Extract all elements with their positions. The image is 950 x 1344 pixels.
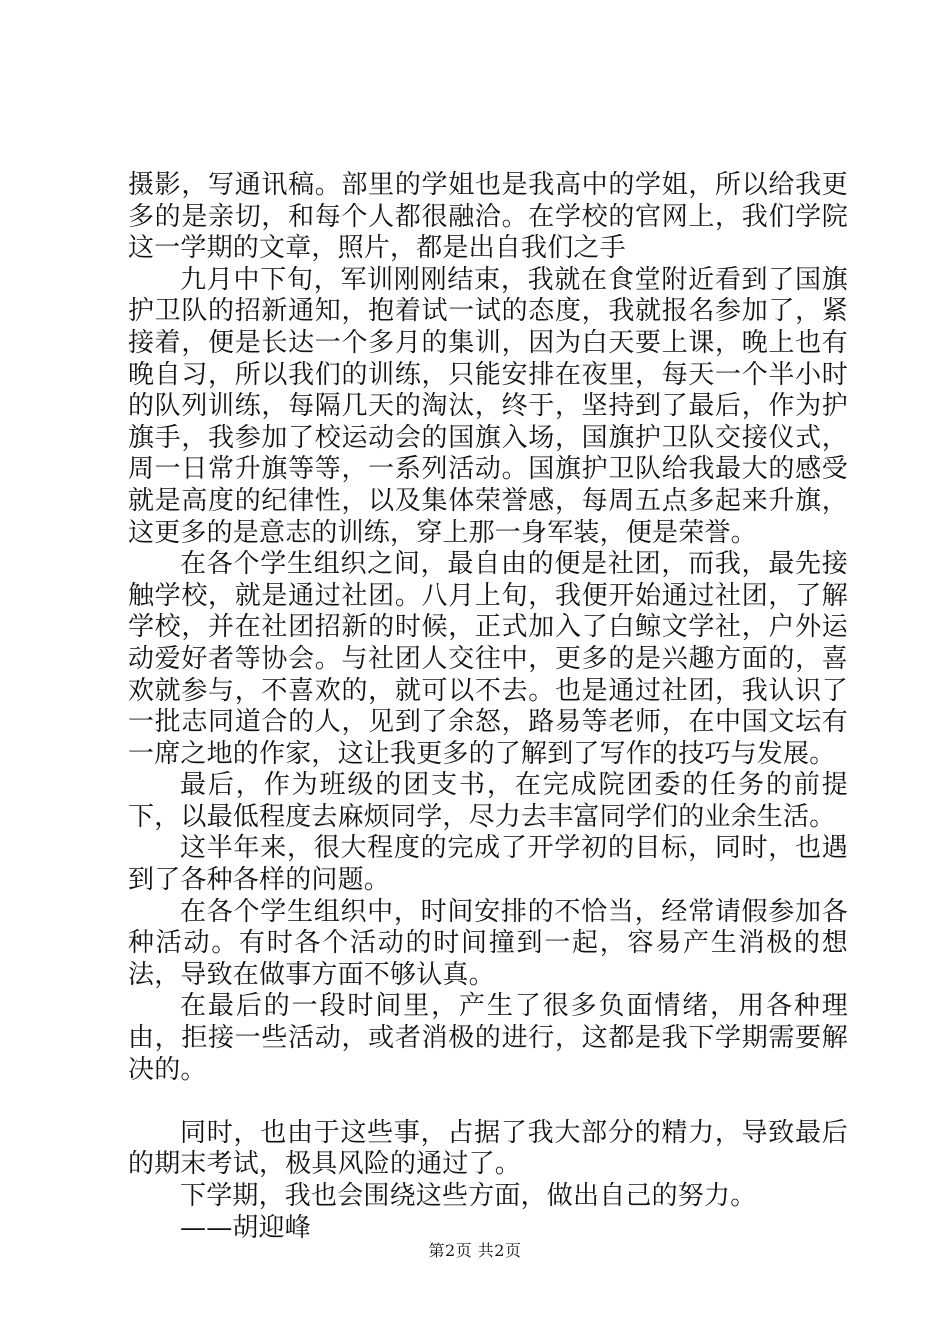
page-indicator: 第2页 共2页 [428, 1241, 522, 1260]
document-body [128, 170, 848, 1244]
paragraph-clubs: 在各个学生组织之间，最自由的便是社团，而我，最先接触学校，就是通过社团。八月上旬，我便开始通过社团，了解学校，并在社团招新的时候，正式加入了白鲸文学社，户外运动爱好者等协会。与社团人交往中，更多的是兴趣方面的，喜欢就参与，不喜欢的，就可以不去。也是通过社团，我认识了一批志同道合的人，见到了余怒，路易等老师，在中国文坛有一席之地的作家，这让我更多的了解到了写作的技巧与发展。 [128, 549, 848, 769]
page-footer [0, 1241, 950, 1261]
paragraph-final-exam: 同时，也由于这些事，占据了我大部分的精力，导致最后的期末考试，极具风险的通过了。 [128, 1117, 848, 1180]
paragraph-half-year-summary: 这半年来，很大程度的完成了开学初的目标，同时，也遇到了各种各样的问题。 [128, 833, 848, 896]
paragraph-continuation: 摄影，写通讯稿。部里的学姐也是我高中的学姐，所以给我更多的是亲切，和每个人都很融洽。在学校的官网上，我们学院这一学期的文章，照片，都是出自我们之手 [128, 170, 848, 264]
paragraph-time-management: 在各个学生组织中，时间安排的不恰当，经常请假参加各种活动。有时各个活动的时间撞到一起，容易产生消极的想法，导致在做事方面不够认真。 [128, 896, 848, 990]
author-signature: ——胡迎峰 [180, 1212, 312, 1243]
paragraph-next-semester: 下学期，我也会围绕这些方面，做出自己的努力。 [180, 1181, 757, 1211]
paragraph-league-secretary: 最后，作为班级的团支书，在完成院团委的任务的前提下，以最低程度去麻烦同学，尽力去丰富同学们的业余生活。 [128, 770, 848, 832]
paragraph-flag-guard: 九月中下旬，军训刚刚结束，我就在食堂附近看到了国旗护卫队的招新通知，抱着试一试的态度，我就报名参加了，紧接着，便是长达一个多月的集训，因为白天要上课，晚上也有晚自习，所以我们的训练，只能安排在夜里，每天一个半小时的队列训练，每隔几天的淘汰，终于，坚持到了最后，作为护旗手，我参加了校运动会的国旗入场，国旗护卫队交接仪式，周一日常升旗等等，一系列活动。国旗护卫队给我最大的感受就是高度的纪律性，以及集体荣誉感，每周五点多起来升旗，这更多的是意志的训练，穿上那一身军装，便是荣誉。 [128, 264, 848, 548]
paragraph-negative-emotions: 在最后的一段时间里，产生了很多负面情绪，用各种理由，拒接一些活动，或者消极的进行，这都是我下学期需要解决的。 [128, 991, 848, 1085]
